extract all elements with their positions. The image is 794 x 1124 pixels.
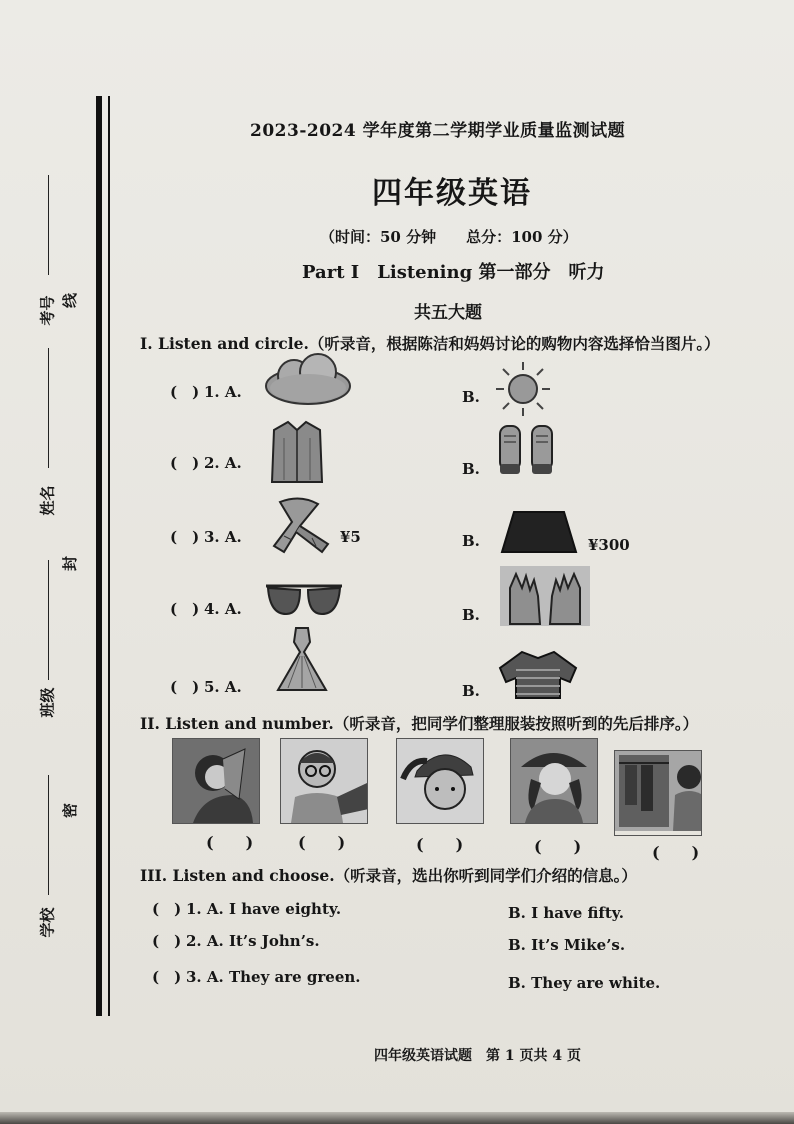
exam-title: 2023-2024 学年度第二学期学业质量监测试题 [250,121,626,141]
q4-label: ( ) 4. A. [170,600,242,618]
name-line [48,348,49,468]
binding-bar-thin [108,96,110,1016]
exam-no-label: 考号 [38,295,57,326]
class-line [48,560,49,680]
seal-secret-label: 密 [61,802,80,819]
q2-label: ( ) 2. A. [170,454,242,472]
order-blank-5[interactable]: ( ) [652,843,700,862]
skirt-icon [500,510,578,554]
school-label: 学校 [38,907,57,938]
sneakers-icon [494,422,560,478]
shirt-icon [270,418,324,486]
photo-boy-closet [614,750,702,836]
part-heading: Part I Listening 第一部分 听力 [302,262,605,283]
s3-q3-b: B. They are white. [508,974,661,992]
s3-q1-b: B. I have fifty. [508,904,624,922]
q2-b-label: B. [462,460,480,478]
q5-b-label: B. [462,682,480,700]
page-footer: 四年级英语试题 第 1 页共 4 页 [374,1048,581,1064]
s3-q2-a: ( ) 2. A. It’s John’s. [152,932,320,950]
order-blank-4[interactable]: ( ) [534,837,582,856]
photo-girl-scarf [172,738,260,824]
sweater-icon [498,648,578,700]
subject-title: 四年级英语 [372,176,532,211]
binding-bar [96,96,102,1016]
order-blank-1[interactable]: ( ) [206,833,254,852]
q3-a-price: ¥5 [340,528,361,546]
order-blank-3[interactable]: ( ) [416,835,464,854]
section3-heading: III. Listen and choose.（听录音，选出你听到同学们介绍的信息。） [140,866,637,885]
photo-boy-glasses [280,738,368,824]
sun-icon [494,360,552,418]
photo-boy-cap [396,738,484,824]
q4-b-label: B. [462,606,480,624]
photo-girl-hat [510,738,598,824]
sunglasses-icon [262,576,346,620]
scarf-icon [270,496,332,556]
q3-b-label: B. [462,532,480,550]
q1-b-label: B. [462,388,480,406]
section1-heading: I. Listen and circle.（听录音，根据陈洁和妈妈讨论的购物内容选择恰当图片。） [140,334,720,353]
name-label: 姓名 [38,485,57,516]
s3-q1-a: ( ) 1. A. I have eighty. [152,900,342,918]
cloud-icon [262,352,354,408]
scan-bottom-edge [0,1112,794,1124]
exam-no-line [48,175,49,275]
question-count: 共五大题 [414,303,482,323]
dress-icon [274,626,330,694]
gloves-icon [500,566,590,626]
exam-meta: （时间：50 分钟 总分：100 分） [320,228,578,246]
s3-q3-a: ( ) 3. A. They are green. [152,968,361,986]
q3-label: ( ) 3. A. [170,528,242,546]
section2-heading: II. Listen and number.（听录音，把同学们整理服装按照听到的先后排序。） [140,714,699,733]
seal-seal-label: 封 [61,555,80,572]
class-label: 班级 [38,687,57,718]
q3-b-price: ¥300 [588,536,630,554]
school-line [48,775,49,895]
order-blank-2[interactable]: ( ) [298,833,346,852]
q1-label: ( ) 1. A. [170,383,242,401]
s3-q2-b: B. It’s Mike’s. [508,936,626,954]
seal-line-label: 线 [61,292,80,309]
q5-label: ( ) 5. A. [170,678,242,696]
